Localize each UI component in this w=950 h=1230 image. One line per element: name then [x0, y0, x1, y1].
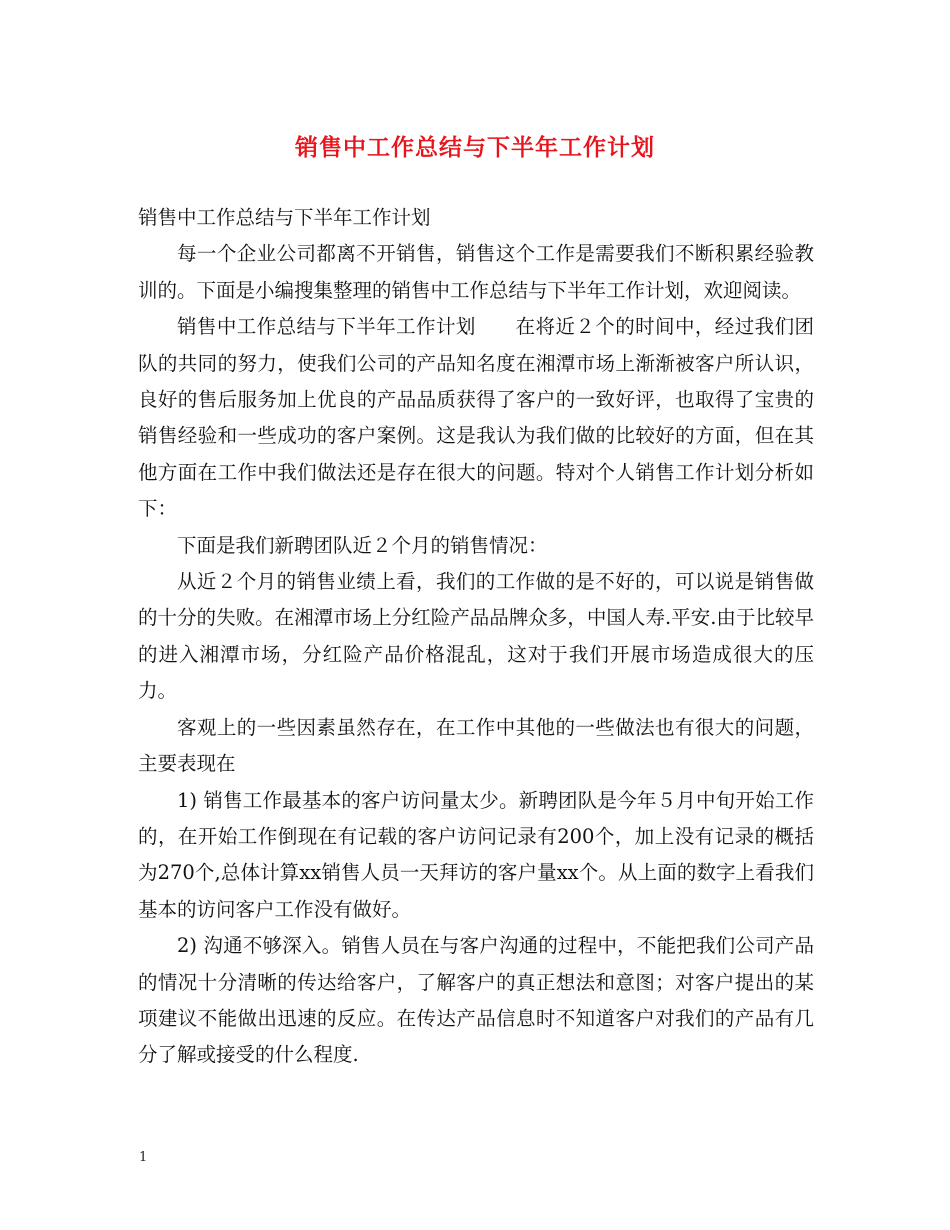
paragraph-4: 从近２个月的销售业绩上看，我们的工作做的是不好的，可以说是销售做的十分的失败。在湘潭市场上分红险产品品牌众多，中国人寿.平安.由于比较早的进入湘潭市场，分红险产品价格混乱，这对于我们开展市场造成很大的压力。	[138, 570, 814, 703]
paragraph-0: 销售中工作总结与下半年工作计划	[138, 206, 431, 229]
paragraph-2: 销售中工作总结与下半年工作计划 在将近２个的时间中，经过我们团队的共同的努力，使我们公司的产品知名度在湘潭市场上渐渐被客户所认识，良好的售后服务加上优良的产品品质获得了客户的一致好评，也取得了宝贵的销售经验和一些成功的客户案例。这是我认为我们做的比较好的方面，但在其他方面在工作中我们做法还是存在很大的问题。特对个人销售工作计划分析如下：	[138, 315, 814, 521]
page-number: 1	[139, 1150, 148, 1165]
document-title: 销售中工作总结与下半年工作计划	[295, 135, 655, 161]
document-body	[138, 200, 814, 1074]
paragraph-3: 下面是我们新聘团队近２个月的销售情况：	[177, 533, 548, 557]
paragraph-6: 1) 销售工作最基本的客户访问量太少。新聘团队是今年５月中旬开始工作的，在开始工作倒现在有记载的客户访问记录有200个，加上没有记录的概括为270个,总体计算xx销售人员一天拜访的客户量xx个。从上面的数字上看我们基本的访问客户工作没有做好。	[138, 788, 814, 921]
paragraph-5: 客观上的一些因素虽然存在，在工作中其他的一些做法也有很大的问题，主要表现在	[138, 715, 814, 776]
paragraph-7: 2) 沟通不够深入。销售人员在与客户沟通的过程中，不能把我们公司产品的情况十分清晰的传达给客户，了解客户的真正想法和意图；对客户提出的某项建议不能做出迅速的反应。在传达产品信息时不知道客户对我们的产品有几分了解或接受的什么程度.	[138, 934, 814, 1067]
paragraph-1: 每一个企业公司都离不开销售，销售这个工作是需要我们不断积累经验教训的。下面是小编搜集整理的销售中工作总结与下半年工作计划，欢迎阅读。	[138, 242, 814, 302]
